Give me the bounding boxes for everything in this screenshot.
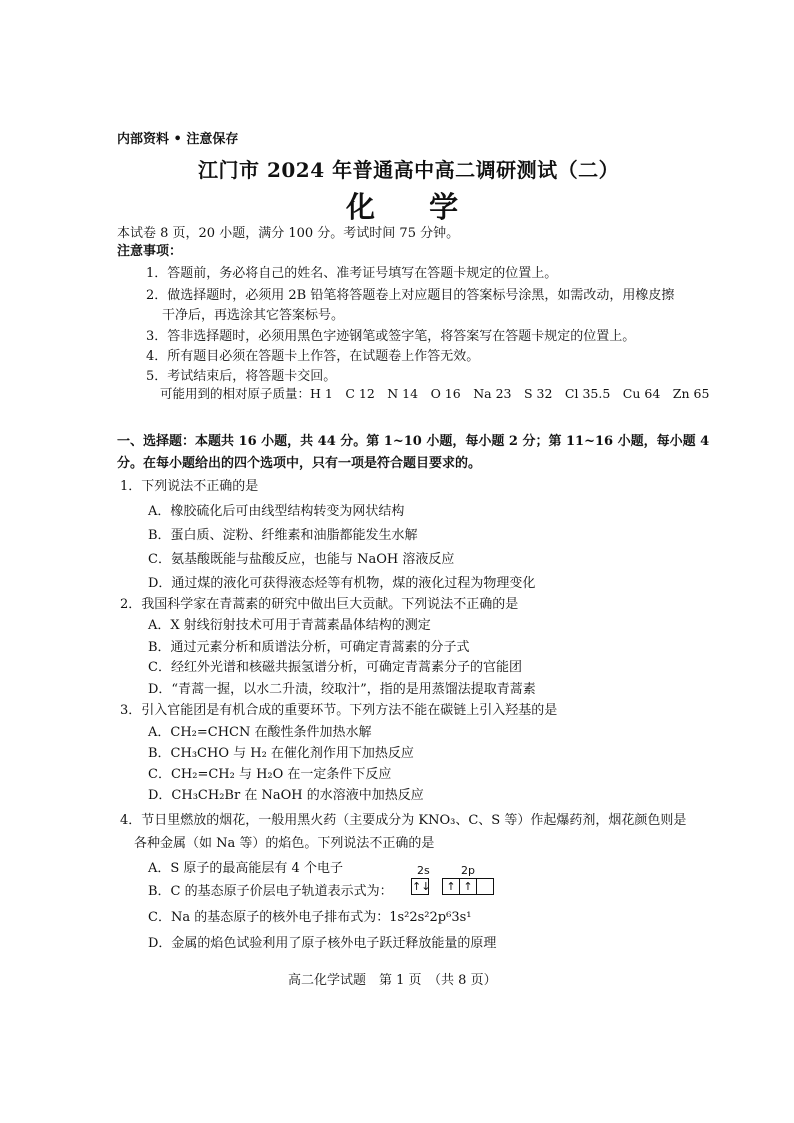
notice-item: 5．考试结束后，将答题卡交回。 bbox=[146, 369, 337, 384]
q1-option-c: C．氨基酸既能与盐酸反应，也能与 NaOH 溶液反应 bbox=[148, 552, 455, 567]
question-4-stem: 4．节日里燃放的烟花，一般用黑火药（主要成分为 KNO₃、C、S 等）作起爆药剂，烟花颜色则是 bbox=[120, 813, 687, 828]
question-3-stem: 3．引入官能团是有机合成的重要环节。下列方法不能在碳链上引入羟基的是 bbox=[120, 703, 558, 718]
section1-heading-cont: 分。在每小题给出的四个选项中，只有一项是符合题目要求的。 bbox=[117, 456, 482, 471]
q3-option-d: D．CH₃CH₂Br 在 NaOH 的水溶液中加热反应 bbox=[148, 788, 424, 803]
q1-option-b: B．蛋白质、淀粉、纤维素和油脂都能发生水解 bbox=[148, 528, 418, 543]
q3-option-a: A．CH₂=CHCN 在酸性条件加热水解 bbox=[148, 725, 372, 740]
q4-option-b: B．C 的基态原子价层电子轨道表示式为： bbox=[148, 884, 393, 899]
question-2-stem: 2．我国科学家在青蒿素的研究中做出巨大贡献。下列说法不正确的是 bbox=[120, 597, 519, 612]
confidential-note: 内部资料 • 注意保存 bbox=[117, 132, 239, 147]
q3-option-c: C．CH₂=CH₂ 与 H₂O 在一定条件下反应 bbox=[148, 767, 392, 782]
notice-item: 干净后，再选涂其它答案标号。 bbox=[162, 308, 345, 323]
notice-heading: 注意事项： bbox=[117, 244, 183, 259]
page-footer: 高二化学试题 第 1 页 （共 8 页） bbox=[288, 973, 497, 988]
q4-option-c: C．Na 的基态原子的核外电子排布式为：1s²2s²2p⁶3s¹ bbox=[148, 910, 472, 925]
section1-heading: 一、选择题：本题共 16 小题，共 44 分。第 1~10 小题，每小题 2 分；第 11~16 小题，每小题 4 bbox=[117, 434, 710, 449]
orbital-diagram bbox=[411, 864, 511, 898]
notice-item: 1．答题前，务必将自己的姓名、准考证号填写在答题卡规定的位置上。 bbox=[146, 266, 558, 281]
q3-option-b: B．CH₃CHO 与 H₂ 在催化剂作用下加热反应 bbox=[148, 746, 414, 761]
q4-option-a: A．S 原子的最高能层有 4 个电子 bbox=[148, 861, 343, 876]
orbital-box-2s: ↑↓ bbox=[412, 880, 431, 893]
exam-intro: 本试卷 8 页，20 小题，满分 100 分。考试时间 75 分钟。 bbox=[117, 226, 460, 241]
question-4-stem-cont: 各种金属（如 Na 等）的焰色。下列说法不正确的是 bbox=[134, 836, 435, 851]
subject-title: 化 学 bbox=[346, 190, 481, 224]
q1-option-a: A．橡胶硫化后可由线型结构转变为网状结构 bbox=[148, 504, 405, 519]
orbital-box-2p-2: ↑ bbox=[459, 878, 477, 895]
question-1-stem: 1．下列说法不正确的是 bbox=[120, 479, 259, 494]
orbital-label-2s: 2s bbox=[417, 864, 430, 877]
notice-item: 2．做选择题时，必须用 2B 铅笔将答题卷上对应题目的答案标号涂黑，如需改动，用橡皮擦 bbox=[146, 288, 675, 303]
q4-option-d: D．金属的焰色试验利用了原子核外电子跃迁释放能量的原理 bbox=[148, 936, 497, 951]
orbital-box-2p-1: ↑ bbox=[442, 878, 460, 895]
atomic-masses: 可能用到的相对原子质量：H 1 C 12 N 14 O 16 Na 23 S 32 Cl 35.5 Cu 64 Zn 65 bbox=[160, 386, 710, 401]
notice-item: 4．所有题目必须在答题卡上作答，在试题卷上作答无效。 bbox=[146, 349, 480, 364]
orbital-label-2p: 2p bbox=[461, 864, 475, 877]
q1-option-d: D．通过煤的液化可获得液态烃等有机物，煤的液化过程为物理变化 bbox=[148, 576, 536, 591]
q2-option-a: A．X 射线衍射技术可用于青蒿素晶体结构的测定 bbox=[148, 618, 431, 633]
q2-option-c: C．经红外光谱和核磁共振氢谱分析，可确定青蒿素分子的官能团 bbox=[148, 660, 522, 675]
q2-option-b: B．通过元素分析和质谱法分析，可确定青蒿素的分子式 bbox=[148, 640, 470, 655]
exam-title: 江门市 2024 年普通高中高二调研测试（二） bbox=[198, 158, 620, 182]
notice-item: 3．答非选择题时，必须用黑色字迹钢笔或签字笔，将答案写在答题卡规定的位置上。 bbox=[146, 329, 636, 344]
q2-option-d: D．“青蒿一握，以水二升渍，绞取汁”，指的是用蒸馏法提取青蒿素 bbox=[148, 682, 536, 697]
orbital-box-2p-3 bbox=[476, 878, 494, 895]
